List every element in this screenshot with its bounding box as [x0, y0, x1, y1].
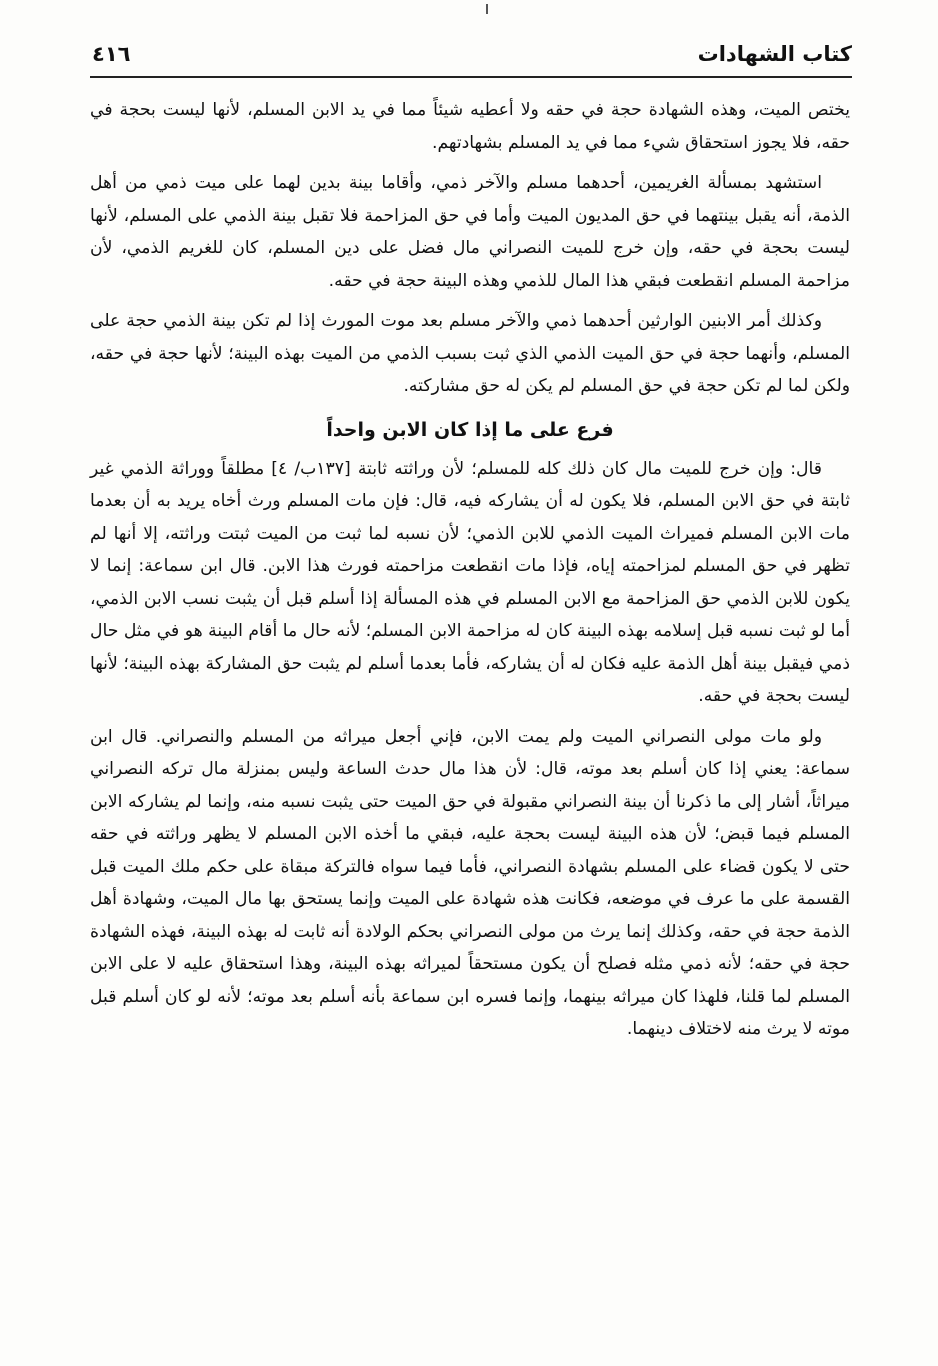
- running-header: [92, 40, 852, 74]
- section-heading: فرع على ما إذا كان الابن واحداً: [326, 418, 614, 441]
- page-number: ٤١٦: [92, 42, 131, 66]
- scan-mark: [486, 4, 488, 14]
- paragraph-1: يختص الميت، وهذه الشهادة حجة في حقه ولا أعطيه شيئاً مما في يد الابن المسلم، لأنها ليست بحجة في حقه، فلا يجوز استحقاق شيء مما في يد المسلم بشهادتهم.: [90, 100, 850, 153]
- paragraph-4: قال: وإن خرج للميت مال كان ذلك كله للمسلم؛ لأن وراثته ثابتة [١٣٧ب/ ٤] مطلقاً ووراثة الذمي غير ثابتة في حق الابن المسلم، فلا يكون له أن يشاركه فيه، قال: فإن مات المسلم ورث أخاه يريد به أن بعدما مات الابن المسلم فميراث الميت الذمي للابن الذمي؛ لأن نسبه لما ثبت من الميت ثبتت وراثته، إلا أنها لم تظهر في حق المسلم لمزاحمته إياه، فإذا مات انقطعت مزاحمته فورث هذا الابن. قال ابن سماعة: إنما لا يكون للابن الذمي حق المزاحمة مع الابن المسلم في هذه المسألة إذا أسلم قبل أن يثبت نسب الابن الذمي، أما لو ثبت نسبه قبل إسلامه بهذه البينة كان له مزاحمة الابن المسلم؛ لأنه حال ما أقام البينة هو في مثل حال ذمي فيقبل بينة أهل الذمة عليه فكان له أن يشاركه، فأما بعدما أسلم لم يثبت حق المشاركة بهذه البينة؛ لأنها ليست بحجة في حقه.: [90, 458, 850, 706]
- paragraph-5: ولو مات مولى النصراني الميت ولم يمت الابن، فإني أجعل ميراثه من المسلم والنصراني. قال ابن سماعة: يعني إذا كان أسلم بعد موته، قال: لأن هذا مال حدث الساعة وليس بمنزلة مال تركه النصراني ميراثاً، أشار إلى ما ذكرنا أن بينة النصراني مقبولة في حق الميت حتى يثبت نسبه منه، وإنما لم يشاركه الابن المسلم فيما قبض؛ لأن هذه البينة ليست بحجة عليه، فبقي ما أخذه الابن المسلم لا يظهر وراثته في حقه حتى لا يكون قضاء على المسلم بشهادة النصراني، فأما فيما سواه فالتركة مبقاة على حكم ملك الميت قبل القسمة على ما عرف في موضعه، فكانت هذه شهادة على الميت وإنما يستحق بها مال الميت، وشهادة أهل الذمة حجة في حقه، وكذلك إنما يرث من مولى النصراني بحكم الولادة أنه ثابت له بهذه البينة، فهذه الشهادة حجة في حقه؛ لأنه ذمي مثله فصلح أن يكون مستحقاً لميراثه بهذه البينة، وهذا استحقاق عليه لا على الابن المسلم لما قلنا، فلهذا كان ميراثه بينهما، وإنما فسره ابن سماعة بأنه أسلم بعد موته؛ لأنه لو كان أسلم قبل موته لا يرث منه لاختلاف دينهما.: [90, 726, 850, 1039]
- paragraph-2: استشهد بمسألة الغريمين، أحدهما مسلم والآخر ذمي، وأقاما بينة بدين لهما على ميت ذمي من أهل الذمة، أنه يقبل بينتهما في حق المديون الميت وأما في حق المزاحمة فلا تقبل بينة الذمي على المسلم، لأنها ليست بحجة في حقه، وإن خرج للميت النصراني مال فضل على دين المسلم، كان للغريم الذمي، لأن مزاحمة المسلم انقطعت فبقي هذا المال للذمي وهذه البينة حجة في حقه.: [90, 173, 850, 291]
- paragraph-3: وكذلك أمر الابنين الوارثين أحدهما ذمي والآخر مسلم بعد موت المورث إذا لم تكن بينة الذمي حجة على المسلم، وأنهما حجة في حق الميت الذمي الذي ثبت بسبب الذمي من الميت بهذه البينة؛ لأنها حجة في حقه، ولكن لما لم تكن حجة في حق المسلم لم يكن له حق مشاركته.: [90, 311, 850, 396]
- header-rule: [90, 76, 852, 78]
- page-body: [90, 94, 850, 1046]
- chapter-title: كتاب الشهادات: [697, 42, 852, 66]
